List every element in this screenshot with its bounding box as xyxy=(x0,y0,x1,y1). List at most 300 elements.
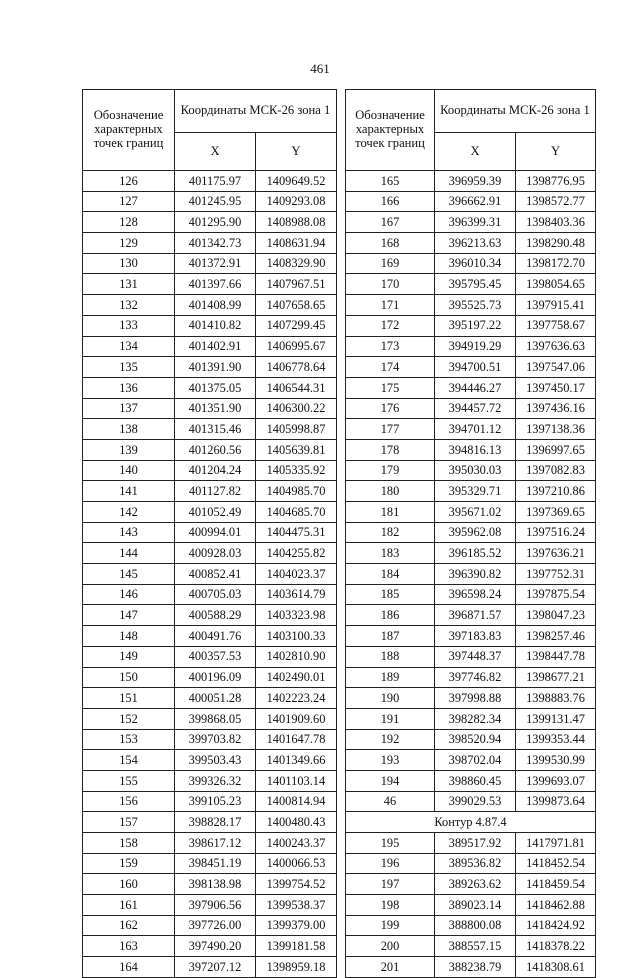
contour-label: Контур 4.87.4 xyxy=(346,812,596,833)
x-cell: 401402.91 xyxy=(175,336,256,357)
y-cell: 1403100.33 xyxy=(256,626,337,647)
y-cell: 1408329.90 xyxy=(256,253,337,274)
x-cell: 400051.28 xyxy=(175,688,256,709)
point-cell: 131 xyxy=(83,274,175,295)
y-cell: 1418378.22 xyxy=(516,936,596,957)
table-row xyxy=(346,419,596,440)
table-row xyxy=(83,688,337,709)
point-cell: 187 xyxy=(346,626,435,647)
point-cell: 175 xyxy=(346,377,435,398)
x-cell: 394701.12 xyxy=(435,419,516,440)
table-row xyxy=(346,646,596,667)
point-cell: 149 xyxy=(83,646,175,667)
x-cell: 394457.72 xyxy=(435,398,516,419)
y-cell: 1397547.06 xyxy=(516,357,596,378)
table-row xyxy=(83,729,337,750)
y-cell: 1398447.78 xyxy=(516,646,596,667)
y-cell: 1407299.45 xyxy=(256,315,337,336)
x-cell: 396399.31 xyxy=(435,212,516,233)
y-cell: 1418308.61 xyxy=(516,957,596,978)
x-cell: 401204.24 xyxy=(175,460,256,481)
x-cell: 394700.51 xyxy=(435,357,516,378)
y-cell: 1404475.31 xyxy=(256,522,337,543)
x-cell: 401127.82 xyxy=(175,481,256,502)
point-cell: 183 xyxy=(346,543,435,564)
table-row xyxy=(346,336,596,357)
x-cell: 388557.15 xyxy=(435,936,516,957)
y-cell: 1398959.18 xyxy=(256,957,337,978)
point-cell: 199 xyxy=(346,915,435,936)
point-cell: 154 xyxy=(83,750,175,771)
x-cell: 400196.09 xyxy=(175,667,256,688)
table-row xyxy=(346,895,596,916)
point-cell: 162 xyxy=(83,915,175,936)
table-row xyxy=(346,605,596,626)
x-cell: 395525.73 xyxy=(435,295,516,316)
x-cell: 398451.19 xyxy=(175,853,256,874)
x-cell: 389517.92 xyxy=(435,833,516,854)
y-cell: 1405998.87 xyxy=(256,419,337,440)
y-cell: 1397450.17 xyxy=(516,377,596,398)
x-cell: 396871.57 xyxy=(435,605,516,626)
point-cell: 143 xyxy=(83,522,175,543)
x-cell: 401295.90 xyxy=(175,212,256,233)
table-row xyxy=(346,750,596,771)
point-cell: 168 xyxy=(346,233,435,254)
point-cell: 178 xyxy=(346,439,435,460)
point-cell: 142 xyxy=(83,502,175,523)
contour-label-row xyxy=(346,812,596,833)
x-cell: 394919.29 xyxy=(435,336,516,357)
point-cell: 46 xyxy=(346,791,435,812)
point-cell: 159 xyxy=(83,853,175,874)
x-cell: 389023.14 xyxy=(435,895,516,916)
x-cell: 395329.71 xyxy=(435,481,516,502)
x-cell: 401351.90 xyxy=(175,398,256,419)
table-row xyxy=(83,233,337,254)
table-row xyxy=(83,915,337,936)
point-cell: 155 xyxy=(83,770,175,791)
point-cell: 145 xyxy=(83,564,175,585)
x-cell: 400588.29 xyxy=(175,605,256,626)
point-cell: 151 xyxy=(83,688,175,709)
y-cell: 1418452.54 xyxy=(516,853,596,874)
table-row xyxy=(346,398,596,419)
y-cell: 1401103.14 xyxy=(256,770,337,791)
point-cell: 171 xyxy=(346,295,435,316)
x-cell: 401372.91 xyxy=(175,253,256,274)
table-row xyxy=(346,212,596,233)
x-cell: 397906.56 xyxy=(175,895,256,916)
table-row xyxy=(83,481,337,502)
y-cell: 1398054.65 xyxy=(516,274,596,295)
point-cell: 150 xyxy=(83,667,175,688)
x-cell: 395962.08 xyxy=(435,522,516,543)
y-cell: 1399181.58 xyxy=(256,936,337,957)
x-cell: 388800.08 xyxy=(435,915,516,936)
y-cell: 1397875.54 xyxy=(516,584,596,605)
point-cell: 163 xyxy=(83,936,175,957)
x-cell: 401052.49 xyxy=(175,502,256,523)
point-cell: 157 xyxy=(83,812,175,833)
y-cell: 1404985.70 xyxy=(256,481,337,502)
coordinates-header: Координаты МСК-26 зона 1 xyxy=(435,90,596,133)
point-cell: 147 xyxy=(83,605,175,626)
table-row xyxy=(83,315,337,336)
table-row xyxy=(83,191,337,212)
table-row xyxy=(346,357,596,378)
y-cell: 1417971.81 xyxy=(516,833,596,854)
table-row xyxy=(83,543,337,564)
point-cell: 170 xyxy=(346,274,435,295)
y-cell: 1397636.63 xyxy=(516,336,596,357)
x-cell: 395030.03 xyxy=(435,460,516,481)
point-cell: 185 xyxy=(346,584,435,605)
point-cell: 192 xyxy=(346,729,435,750)
x-cell: 397183.83 xyxy=(435,626,516,647)
table-row xyxy=(83,791,337,812)
table-row xyxy=(83,439,337,460)
y-cell: 1399353.44 xyxy=(516,729,596,750)
y-cell: 1404255.82 xyxy=(256,543,337,564)
right-table-body xyxy=(346,90,596,978)
point-cell: 193 xyxy=(346,750,435,771)
point-cell: 141 xyxy=(83,481,175,502)
table-header-row xyxy=(83,90,337,133)
table-row xyxy=(346,502,596,523)
table-row xyxy=(346,770,596,791)
point-cell: 139 xyxy=(83,439,175,460)
table-row xyxy=(346,315,596,336)
point-cell: 165 xyxy=(346,171,435,192)
y-cell: 1400243.37 xyxy=(256,833,337,854)
table-row xyxy=(83,957,337,978)
y-cell: 1399693.07 xyxy=(516,770,596,791)
point-cell: 156 xyxy=(83,791,175,812)
y-cell: 1408631.94 xyxy=(256,233,337,254)
table-row xyxy=(346,439,596,460)
table-row xyxy=(83,874,337,895)
point-cell: 184 xyxy=(346,564,435,585)
y-header: Y xyxy=(256,133,337,171)
table-row xyxy=(346,295,596,316)
table-row xyxy=(83,253,337,274)
point-cell: 198 xyxy=(346,895,435,916)
x-cell: 396213.63 xyxy=(435,233,516,254)
y-cell: 1398677.21 xyxy=(516,667,596,688)
x-cell: 395671.02 xyxy=(435,502,516,523)
left-table-body xyxy=(83,90,337,978)
point-cell: 172 xyxy=(346,315,435,336)
point-cell: 129 xyxy=(83,233,175,254)
table-row xyxy=(346,377,596,398)
y-cell: 1396997.65 xyxy=(516,439,596,460)
x-cell: 397490.20 xyxy=(175,936,256,957)
table-row xyxy=(346,564,596,585)
y-cell: 1400480.43 xyxy=(256,812,337,833)
y-cell: 1398257.46 xyxy=(516,626,596,647)
x-cell: 401375.05 xyxy=(175,377,256,398)
x-cell: 394816.13 xyxy=(435,439,516,460)
table-row xyxy=(83,770,337,791)
coordinates-header: Координаты МСК-26 зона 1 xyxy=(175,90,337,133)
table-row xyxy=(346,833,596,854)
table-row xyxy=(83,295,337,316)
point-cell: 140 xyxy=(83,460,175,481)
y-cell: 1405639.81 xyxy=(256,439,337,460)
point-cell: 126 xyxy=(83,171,175,192)
table-row xyxy=(83,460,337,481)
point-cell: 148 xyxy=(83,626,175,647)
y-cell: 1403323.98 xyxy=(256,605,337,626)
table-row xyxy=(346,626,596,647)
point-cell: 182 xyxy=(346,522,435,543)
x-cell: 400852.41 xyxy=(175,564,256,585)
table-row xyxy=(346,708,596,729)
table-header-row xyxy=(346,90,596,133)
x-cell: 396959.39 xyxy=(435,171,516,192)
point-cell: 186 xyxy=(346,605,435,626)
y-cell: 1399873.64 xyxy=(516,791,596,812)
y-cell: 1404685.70 xyxy=(256,502,337,523)
point-cell: 153 xyxy=(83,729,175,750)
x-cell: 395197.22 xyxy=(435,315,516,336)
point-cell: 189 xyxy=(346,667,435,688)
y-cell: 1398172.70 xyxy=(516,253,596,274)
table-row xyxy=(346,936,596,957)
x-cell: 401245.95 xyxy=(175,191,256,212)
x-cell: 401410.82 xyxy=(175,315,256,336)
x-cell: 401391.90 xyxy=(175,357,256,378)
y-cell: 1399530.99 xyxy=(516,750,596,771)
x-cell: 397207.12 xyxy=(175,957,256,978)
table-row xyxy=(83,377,337,398)
table-row xyxy=(346,460,596,481)
point-cell: 194 xyxy=(346,770,435,791)
point-cell: 177 xyxy=(346,419,435,440)
table-row xyxy=(83,357,337,378)
x-cell: 401342.73 xyxy=(175,233,256,254)
y-cell: 1397369.65 xyxy=(516,502,596,523)
point-cell: 135 xyxy=(83,357,175,378)
table-row xyxy=(346,274,596,295)
y-cell: 1409649.52 xyxy=(256,171,337,192)
table-row xyxy=(346,915,596,936)
x-cell: 397726.00 xyxy=(175,915,256,936)
y-cell: 1398883.76 xyxy=(516,688,596,709)
x-cell: 396662.91 xyxy=(435,191,516,212)
y-cell: 1399538.37 xyxy=(256,895,337,916)
y-cell: 1400066.53 xyxy=(256,853,337,874)
point-cell: 127 xyxy=(83,191,175,212)
x-cell: 401260.56 xyxy=(175,439,256,460)
x-header: X xyxy=(435,133,516,171)
table-row xyxy=(83,936,337,957)
x-cell: 388238.79 xyxy=(435,957,516,978)
point-designation-header: Обозначение характерных точек границ xyxy=(346,90,435,171)
table-row xyxy=(346,729,596,750)
x-cell: 399326.32 xyxy=(175,770,256,791)
point-cell: 180 xyxy=(346,481,435,502)
y-cell: 1407658.65 xyxy=(256,295,337,316)
y-cell: 1402490.01 xyxy=(256,667,337,688)
point-cell: 161 xyxy=(83,895,175,916)
point-cell: 164 xyxy=(83,957,175,978)
x-cell: 396598.24 xyxy=(435,584,516,605)
x-header: X xyxy=(175,133,256,171)
point-cell: 201 xyxy=(346,957,435,978)
point-cell: 188 xyxy=(346,646,435,667)
y-cell: 1398290.48 xyxy=(516,233,596,254)
right-coordinates-table xyxy=(345,89,596,978)
x-cell: 401397.66 xyxy=(175,274,256,295)
table-row xyxy=(346,253,596,274)
x-cell: 401175.97 xyxy=(175,171,256,192)
y-cell: 1406300.22 xyxy=(256,398,337,419)
point-cell: 158 xyxy=(83,833,175,854)
y-cell: 1397138.36 xyxy=(516,419,596,440)
table-row xyxy=(83,626,337,647)
point-cell: 132 xyxy=(83,295,175,316)
point-cell: 176 xyxy=(346,398,435,419)
table-row xyxy=(83,750,337,771)
y-cell: 1397516.24 xyxy=(516,522,596,543)
y-cell: 1409293.08 xyxy=(256,191,337,212)
y-cell: 1397752.31 xyxy=(516,564,596,585)
y-cell: 1406995.67 xyxy=(256,336,337,357)
point-cell: 133 xyxy=(83,315,175,336)
x-cell: 395795.45 xyxy=(435,274,516,295)
y-cell: 1397436.16 xyxy=(516,398,596,419)
table-row xyxy=(346,233,596,254)
y-cell: 1397210.86 xyxy=(516,481,596,502)
y-cell: 1397082.83 xyxy=(516,460,596,481)
point-cell: 138 xyxy=(83,419,175,440)
point-cell: 137 xyxy=(83,398,175,419)
point-cell: 169 xyxy=(346,253,435,274)
x-cell: 397998.88 xyxy=(435,688,516,709)
table-row xyxy=(346,688,596,709)
x-cell: 400705.03 xyxy=(175,584,256,605)
y-cell: 1404023.37 xyxy=(256,564,337,585)
x-cell: 398282.34 xyxy=(435,708,516,729)
table-row xyxy=(83,605,337,626)
y-cell: 1402810.90 xyxy=(256,646,337,667)
y-cell: 1399754.52 xyxy=(256,874,337,895)
point-cell: 144 xyxy=(83,543,175,564)
y-cell: 1402223.24 xyxy=(256,688,337,709)
y-cell: 1397758.67 xyxy=(516,315,596,336)
x-cell: 400928.03 xyxy=(175,543,256,564)
point-cell: 167 xyxy=(346,212,435,233)
point-cell: 152 xyxy=(83,708,175,729)
table-row xyxy=(83,522,337,543)
y-cell: 1418462.88 xyxy=(516,895,596,916)
y-cell: 1406544.31 xyxy=(256,377,337,398)
y-cell: 1401349.66 xyxy=(256,750,337,771)
table-row xyxy=(346,191,596,212)
point-cell: 166 xyxy=(346,191,435,212)
table-row xyxy=(346,957,596,978)
x-cell: 400491.76 xyxy=(175,626,256,647)
point-designation-header: Обозначение характерных точек границ xyxy=(83,90,175,171)
table-row xyxy=(83,419,337,440)
point-cell: 197 xyxy=(346,874,435,895)
x-cell: 396010.34 xyxy=(435,253,516,274)
point-cell: 196 xyxy=(346,853,435,874)
point-cell: 200 xyxy=(346,936,435,957)
y-cell: 1399131.47 xyxy=(516,708,596,729)
x-cell: 399868.05 xyxy=(175,708,256,729)
y-cell: 1398572.77 xyxy=(516,191,596,212)
x-cell: 400994.01 xyxy=(175,522,256,543)
y-cell: 1401909.60 xyxy=(256,708,337,729)
point-cell: 173 xyxy=(346,336,435,357)
y-cell: 1418459.54 xyxy=(516,874,596,895)
x-cell: 394446.27 xyxy=(435,377,516,398)
x-cell: 400357.53 xyxy=(175,646,256,667)
table-row xyxy=(346,543,596,564)
y-cell: 1397636.21 xyxy=(516,543,596,564)
table-row xyxy=(83,853,337,874)
y-cell: 1408988.08 xyxy=(256,212,337,233)
table-row xyxy=(346,791,596,812)
table-row xyxy=(346,481,596,502)
x-cell: 396185.52 xyxy=(435,543,516,564)
point-cell: 181 xyxy=(346,502,435,523)
point-cell: 128 xyxy=(83,212,175,233)
x-cell: 397746.82 xyxy=(435,667,516,688)
table-row xyxy=(83,667,337,688)
x-cell: 398520.94 xyxy=(435,729,516,750)
point-cell: 130 xyxy=(83,253,175,274)
point-cell: 190 xyxy=(346,688,435,709)
point-cell: 146 xyxy=(83,584,175,605)
x-cell: 389536.82 xyxy=(435,853,516,874)
y-cell: 1403614.79 xyxy=(256,584,337,605)
table-row xyxy=(83,336,337,357)
y-cell: 1406778.64 xyxy=(256,357,337,378)
x-cell: 401408.99 xyxy=(175,295,256,316)
table-row xyxy=(83,171,337,192)
x-cell: 398702.04 xyxy=(435,750,516,771)
table-row xyxy=(83,646,337,667)
point-cell: 160 xyxy=(83,874,175,895)
y-cell: 1399379.00 xyxy=(256,915,337,936)
table-row xyxy=(346,522,596,543)
table-row xyxy=(346,584,596,605)
x-cell: 397448.37 xyxy=(435,646,516,667)
table-row xyxy=(83,564,337,585)
table-row xyxy=(346,853,596,874)
y-cell: 1401647.78 xyxy=(256,729,337,750)
y-cell: 1398776.95 xyxy=(516,171,596,192)
table-row xyxy=(346,874,596,895)
x-cell: 399029.53 xyxy=(435,791,516,812)
x-cell: 398138.98 xyxy=(175,874,256,895)
x-cell: 398617.12 xyxy=(175,833,256,854)
point-cell: 134 xyxy=(83,336,175,357)
y-header: Y xyxy=(516,133,596,171)
y-cell: 1398403.36 xyxy=(516,212,596,233)
table-row xyxy=(346,667,596,688)
table-row xyxy=(83,812,337,833)
y-cell: 1397915.41 xyxy=(516,295,596,316)
point-cell: 179 xyxy=(346,460,435,481)
x-cell: 398828.17 xyxy=(175,812,256,833)
point-cell: 174 xyxy=(346,357,435,378)
y-cell: 1418424.92 xyxy=(516,915,596,936)
